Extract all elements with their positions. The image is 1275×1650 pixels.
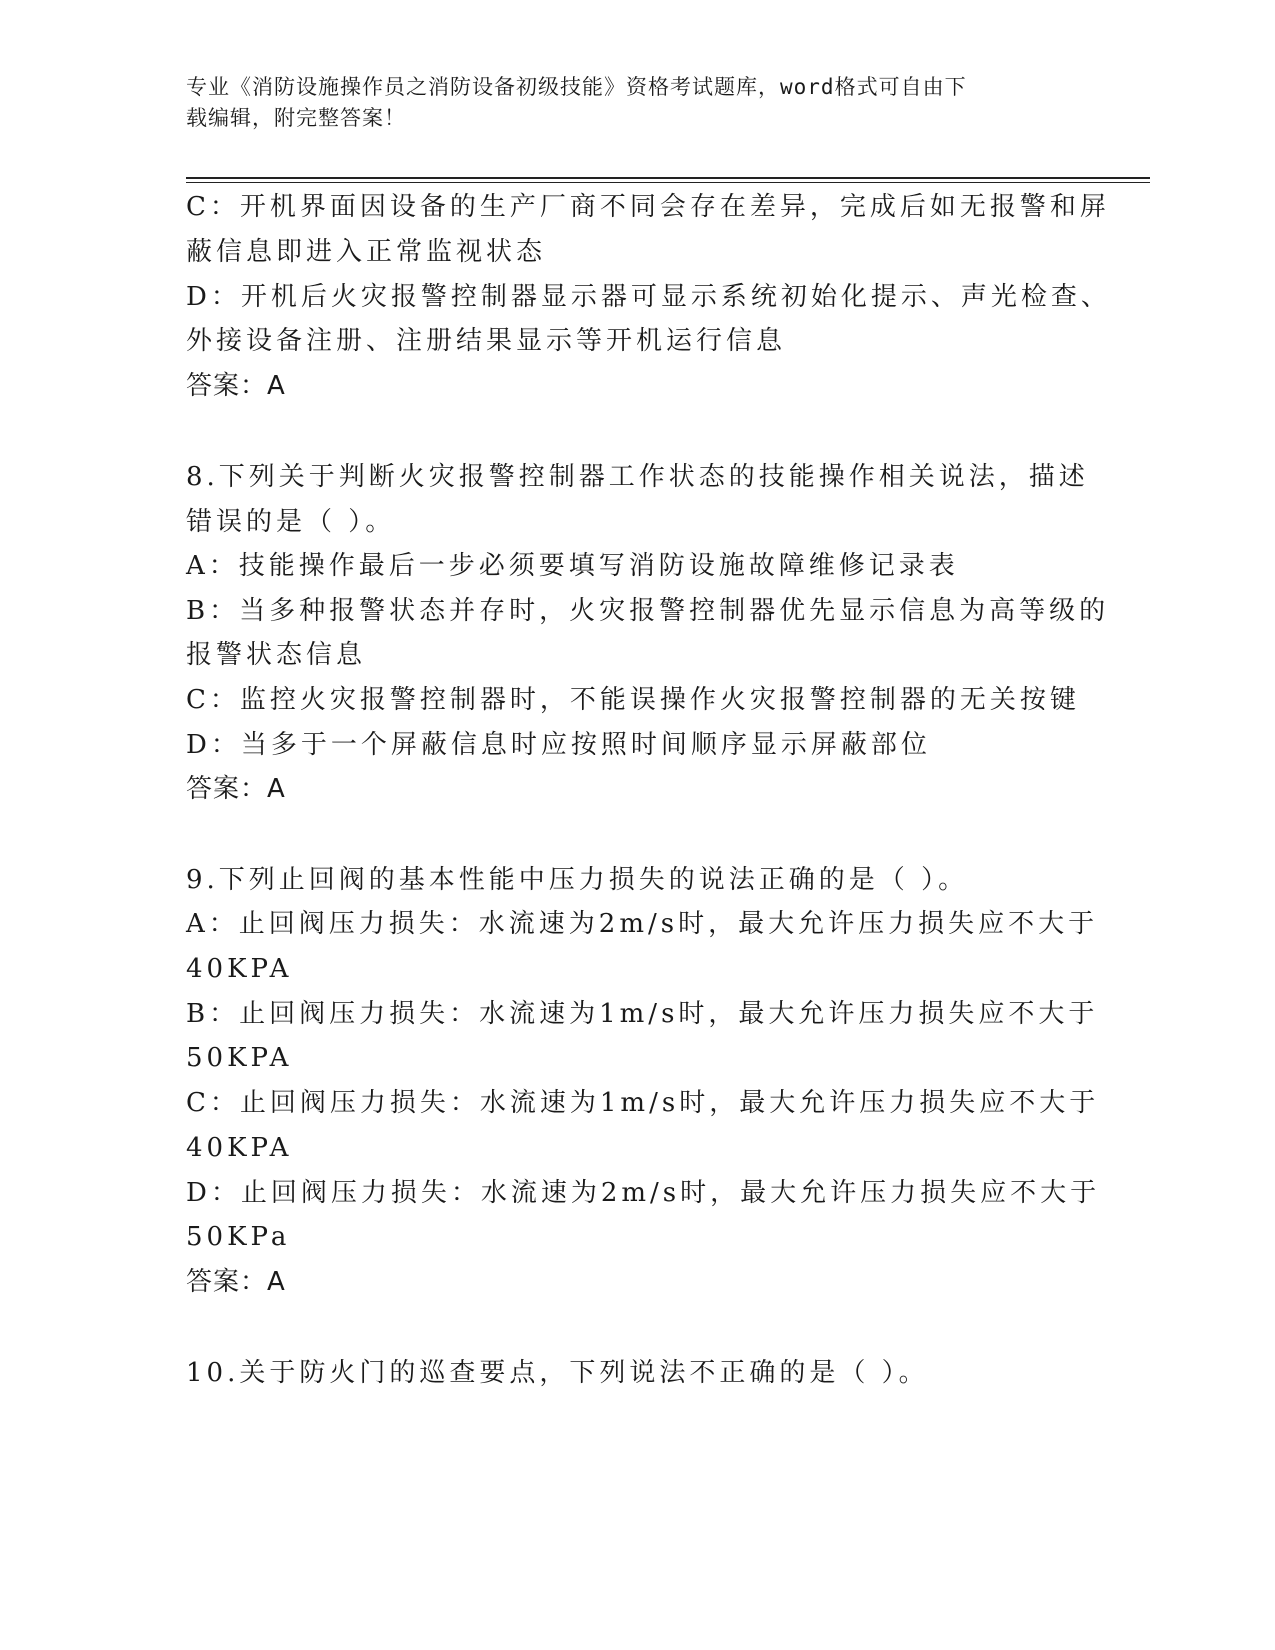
q9-option-b-line-2: 50KPA (186, 1043, 293, 1073)
q8-answer: 答案：A (186, 774, 286, 804)
page-header (186, 72, 1066, 134)
q9-option-d-line-1: D：止回阀压力损失：水流速为2m/s时，最大允许压力损失应不大于 (186, 1178, 1101, 1208)
q9-stem: 9.下列止回阀的基本性能中压力损失的说法正确的是（ ）。 (186, 865, 969, 895)
q8-option-c: C：监控火灾报警控制器时，不能误操作火灾报警控制器的无关按键 (186, 685, 1080, 715)
q7-answer: 答案：A (186, 371, 286, 401)
q7-option-c-line-2: 蔽信息即进入正常监视状态 (186, 237, 547, 267)
q8-option-a: A：技能操作最后一步必须要填写消防设施故障维修记录表 (186, 551, 959, 581)
q8-option-b-line-2: 报警状态信息 (186, 640, 367, 670)
q8-stem-line-2: 错误的是（ ）。 (186, 507, 396, 537)
q7-option-d-line-2: 外接设备注册、注册结果显示等开机运行信息 (186, 326, 787, 356)
q9-option-c-line-1: C：止回阀压力损失：水流速为1m/s时，最大允许压力损失应不大于 (186, 1088, 1100, 1118)
q8-stem-line-1: 8.下列关于判断火灾报警控制器工作状态的技能操作相关说法，描述 (186, 462, 1089, 492)
q10-stem: 10.关于防火门的巡查要点，下列说法不正确的是（ ）。 (186, 1358, 929, 1388)
q9-option-a-line-2: 40KPA (186, 954, 293, 984)
q9-answer: 答案：A (186, 1267, 286, 1297)
q7-option-d-line-1: D：开机后火灾报警控制器显示器可显示系统初始化提示、声光检查、 (186, 282, 1111, 312)
q8-option-b-line-1: B：当多种报警状态并存时，火灾报警控制器优先显示信息为高等级的 (186, 596, 1110, 626)
header-line-2: 载编辑，附完整答案！ (186, 106, 406, 130)
header-line-1: 专业《消防设施操作员之消防设备初级技能》资格考试题库，word格式可自由下 (186, 75, 967, 99)
q8-option-d: D：当多于一个屏蔽信息时应按照时间顺序显示屏蔽部位 (186, 730, 931, 760)
q9-option-b-line-1: B：止回阀压力损失：水流速为1m/s时，最大允许压力损失应不大于 (186, 999, 1099, 1029)
q9-option-c-line-2: 40KPA (186, 1133, 293, 1163)
q7-option-c-line-1: C：开机界面因设备的生产厂商不同会存在差异，完成后如无报警和屏 (186, 192, 1110, 222)
header-divider-thick (186, 177, 1150, 179)
q9-option-d-line-2: 50KPa (186, 1222, 291, 1252)
q9-option-a-line-1: A：止回阀压力损失：水流速为2m/s时，最大允许压力损失应不大于 (186, 909, 1099, 939)
header-divider-thin (186, 182, 1150, 183)
